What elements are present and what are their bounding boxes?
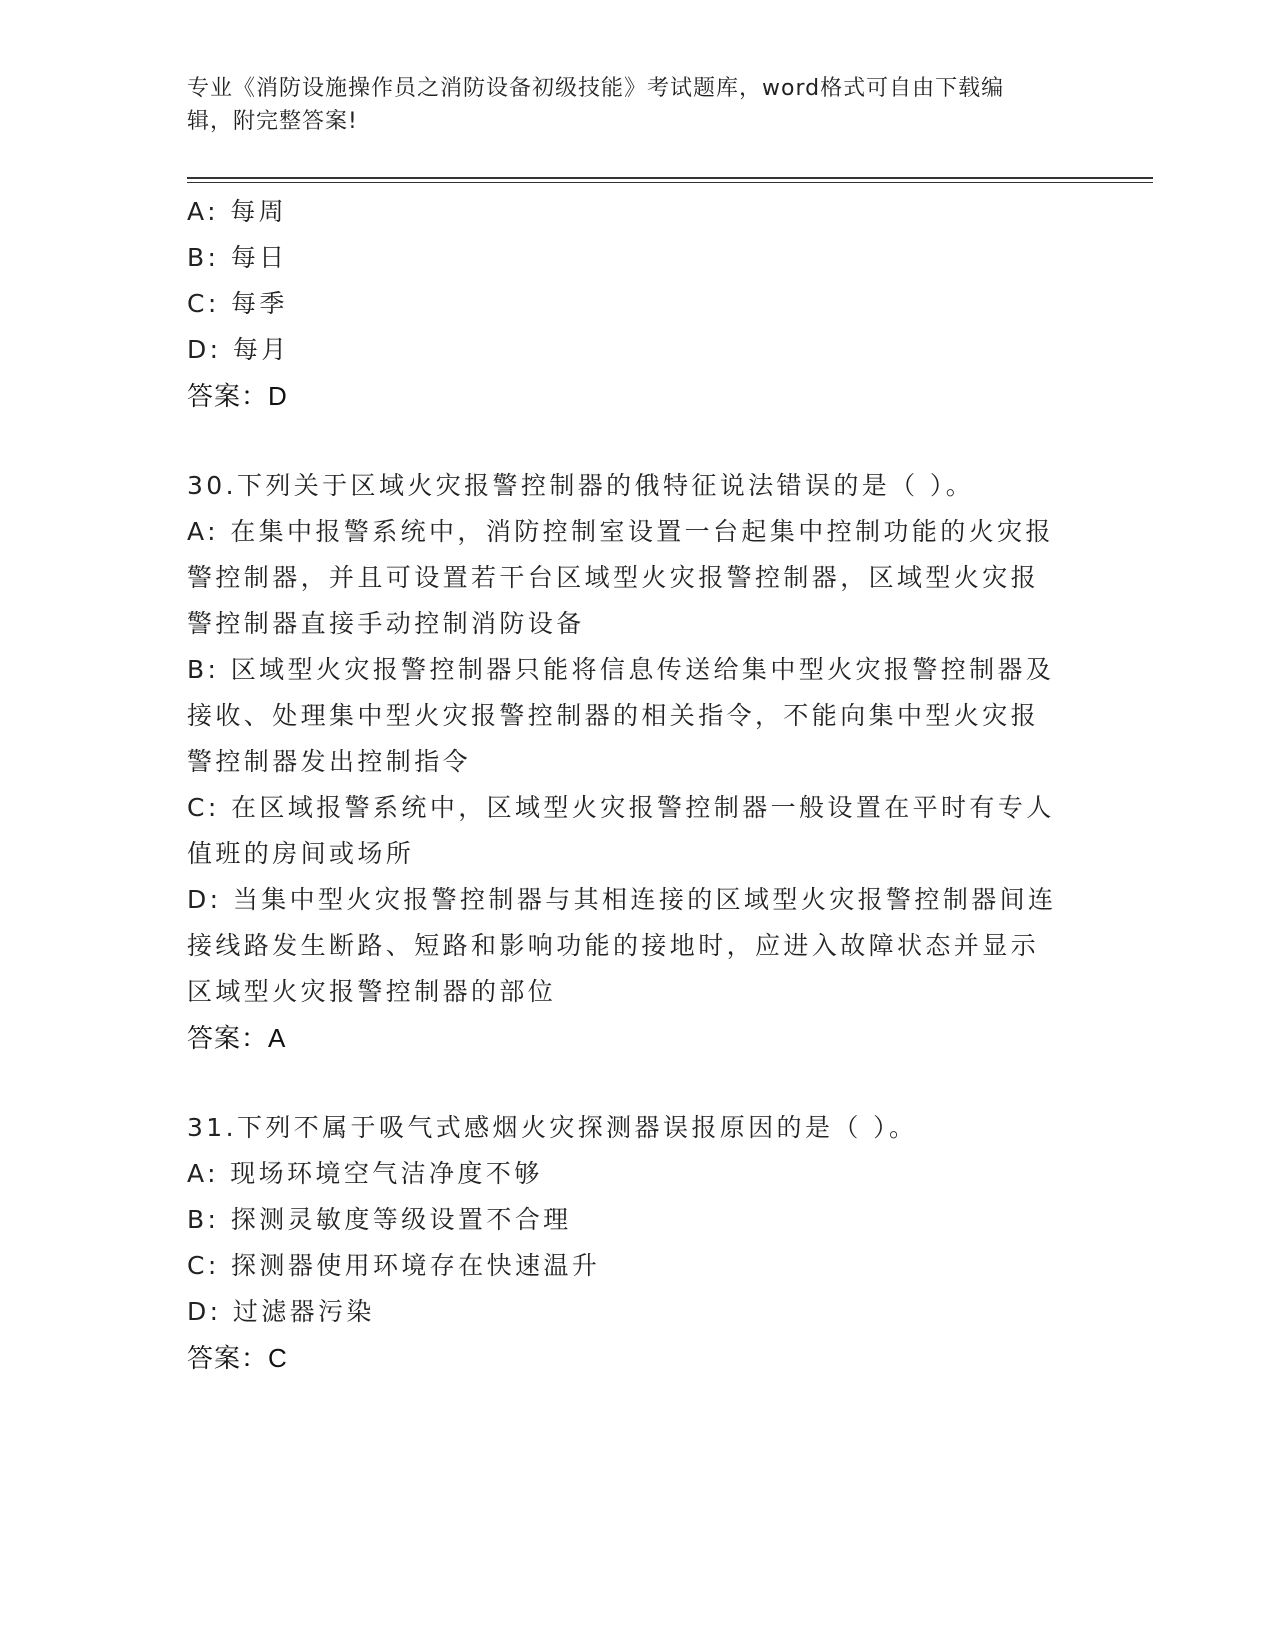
- q30-option-b-line-3: 警控制器发出控制指令: [187, 747, 472, 776]
- header-rule-thin: [187, 182, 1153, 183]
- q30-option-a-line-3: 警控制器直接手动控制消防设备: [187, 609, 585, 638]
- q30-option-d-line-3: 区域型火灾报警控制器的部位: [187, 977, 557, 1006]
- q30-option-d-line-1: D: 当集中型火灾报警控制器与其相连接的区域型火灾报警控制器间连: [187, 885, 1057, 914]
- q29-option-a: A: 每周: [187, 197, 288, 226]
- header-rule-thick: [187, 177, 1153, 179]
- document-header: [187, 72, 1067, 138]
- header-line-1: 专业《消防设施操作员之消防设备初级技能》考试题库，word格式可自由下载编: [187, 76, 1005, 101]
- q30-option-a-line-1: A: 在集中报警系统中，消防控制室设置一台起集中控制功能的火灾报: [187, 517, 1054, 546]
- question-29-block: [187, 189, 1077, 419]
- q30-answer: 答案：A: [187, 1023, 287, 1053]
- q30-option-b-line-2: 接收、处理集中型火灾报警控制器的相关指令，不能向集中型火灾报: [187, 701, 1040, 730]
- q31-option-a: A: 现场环境空气洁净度不够: [187, 1159, 543, 1188]
- header-line-2: 辑，附完整答案!: [187, 109, 358, 134]
- q29-option-d: D: 每月: [187, 335, 290, 364]
- q31-option-c: C: 探测器使用环境存在快速温升: [187, 1251, 601, 1280]
- q29-answer: 答案：D: [187, 381, 288, 411]
- q30-option-d-line-2: 接线路发生断路、短路和影响功能的接地时，应进入故障状态并显示: [187, 931, 1040, 960]
- question-spacer: [187, 1061, 1077, 1105]
- q30-option-c-line-1: C: 在区域报警系统中，区域型火灾报警控制器一般设置在平时有专人: [187, 793, 1055, 822]
- question-content: [187, 189, 1077, 1381]
- q31-stem: 31.下列不属于吸气式感烟火灾探测器误报原因的是（ ）。: [187, 1113, 918, 1142]
- q30-option-b-line-1: B: 区域型火灾报警控制器只能将信息传送给集中型火灾报警控制器及: [187, 655, 1055, 684]
- q31-option-b: B: 探测灵敏度等级设置不合理: [187, 1205, 572, 1234]
- q31-answer: 答案：C: [187, 1343, 288, 1373]
- q30-option-a-line-2: 警控制器，并且可设置若干台区域型火灾报警控制器，区域型火灾报: [187, 563, 1040, 592]
- q29-option-b: B: 每日: [187, 243, 288, 272]
- question-spacer: [187, 419, 1077, 463]
- question-30-block: [187, 463, 1077, 1061]
- q30-stem: 30.下列关于区域火灾报警控制器的俄特征说法错误的是（ ）。: [187, 471, 975, 500]
- q30-option-c-line-2: 值班的房间或场所: [187, 839, 415, 868]
- q29-option-c: C: 每季: [187, 289, 288, 318]
- q31-option-d: D: 过滤器污染: [187, 1297, 375, 1326]
- question-31-block: [187, 1105, 1077, 1381]
